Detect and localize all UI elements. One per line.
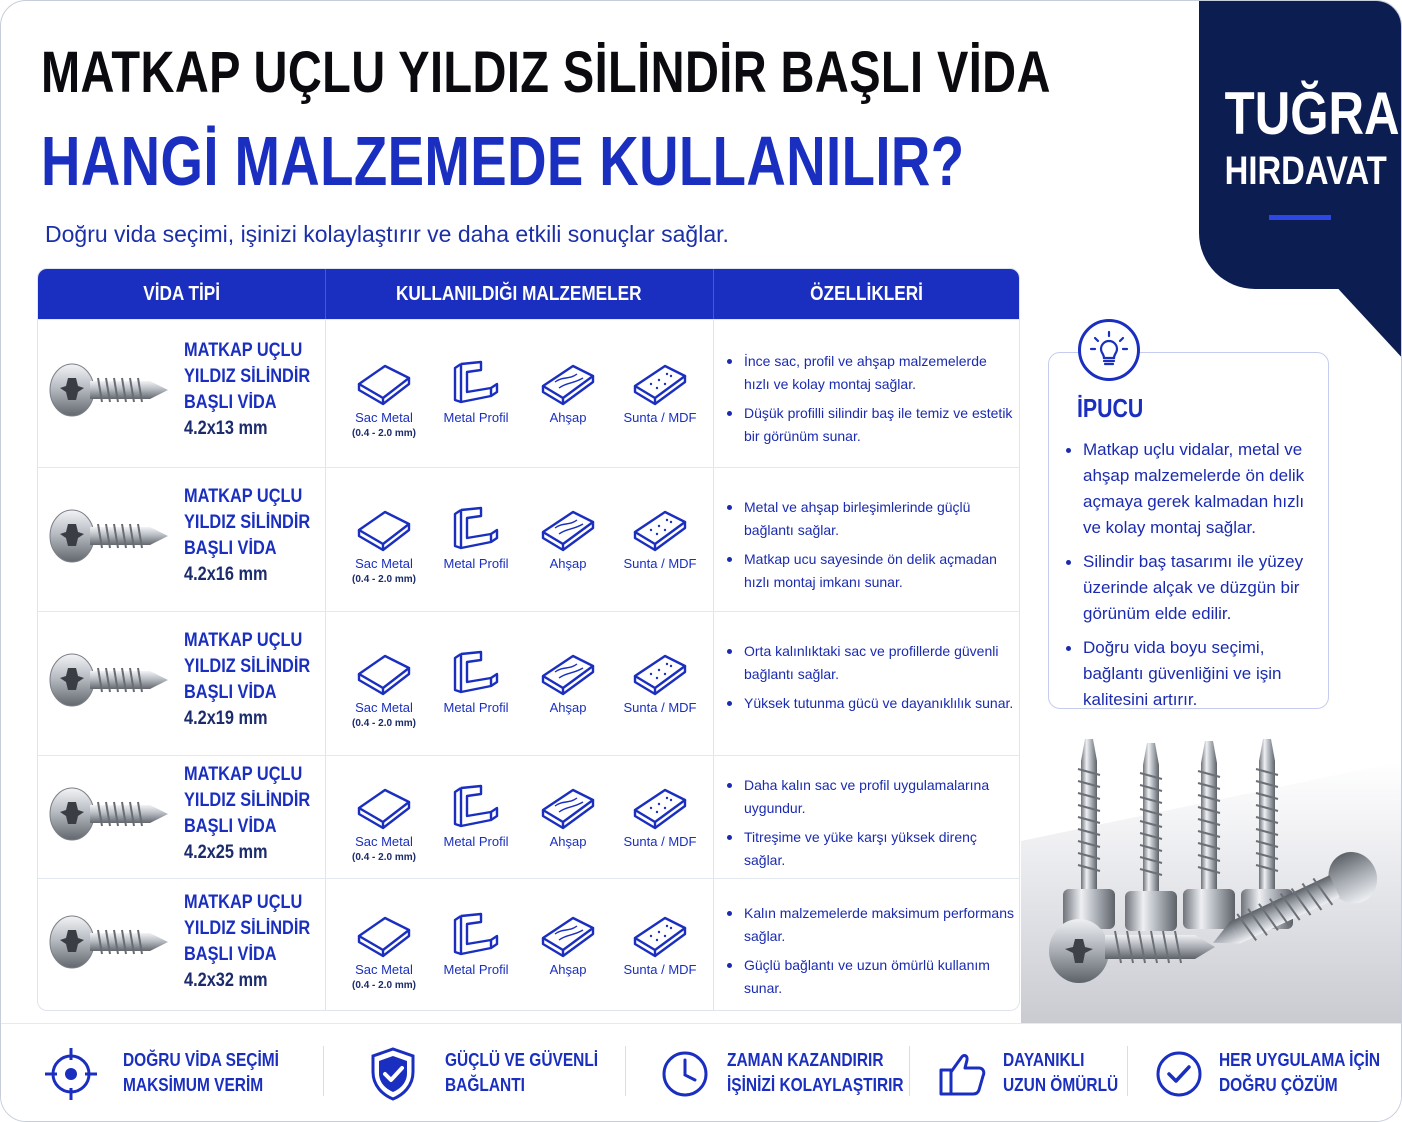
screw-size: 4.2x16 mm [184,564,268,585]
material-thickness: (0.4 - 2.0 mm) [352,980,416,991]
feature-item: Orta kalınlıktaki sac ve profillerde güvenli bağlantı sağlar. [724,640,1014,686]
screw-image [46,504,172,568]
material-label: Sunta / MDF [623,834,697,849]
screw-name-line: BAŞLI VİDA [184,944,277,965]
material-item [522,912,614,977]
metal-profile-icon [430,912,522,958]
target-icon [43,1046,99,1102]
screw-name [184,484,324,588]
material-thickness: (0.4 - 2.0 mm) [352,852,416,863]
material-label: Ahşap [549,700,587,715]
footer-divider [1127,1046,1128,1096]
feature-list [724,350,1014,454]
screw-name-line: MATKAP UÇLU [184,340,303,361]
material-label: Sunta / MDF [623,700,697,715]
screw-image [46,648,172,712]
screw-name-line: BAŞLI VİDA [184,682,277,703]
metal-profile-icon [430,650,522,696]
tip-item: Doğru vida boyu seçimi, bağlantı güvenliğini ve işin kalitesini artırır. [1063,635,1325,713]
metal-profile-icon [430,784,522,830]
material-item [430,360,522,425]
table-row [38,611,1020,755]
header-screw-type: VİDA TİPİ [143,283,220,305]
material-thickness: (0.4 - 2.0 mm) [352,428,416,439]
screw-name-line: YILDIZ SİLİNDİR [184,656,311,677]
wood-icon [522,360,614,406]
material-label: Sunta / MDF [623,410,697,425]
material-label: Sac Metal [355,700,413,715]
tip-item: Silindir baş tasarımı ile yüzey üzerinde alçak ve düzgün bir görünüm elde edilir. [1063,549,1325,627]
material-item [614,912,706,977]
wood-icon [522,912,614,958]
screw-name-line: BAŞLI VİDA [184,392,277,413]
sheet-metal-icon [338,360,430,406]
shield-check-icon [365,1046,421,1102]
material-label: Ahşap [549,410,587,425]
sheet-metal-icon [338,650,430,696]
material-item [522,506,614,571]
table-header [38,269,1020,319]
benefit-text: DAYANIKLI UZUN ÖMÜRLÜ [1003,1050,1119,1095]
benefit-text: HER UYGULAMA İÇİN DOĞRU ÇÖZÜM [1219,1050,1381,1095]
screw-name [184,338,324,442]
material-item [614,360,706,425]
screw-name-line: BAŞLI VİDA [184,816,277,837]
material-item [338,784,430,863]
material-item [430,506,522,571]
clock-icon [657,1046,713,1102]
screw-name-line: YILDIZ SİLİNDİR [184,918,311,939]
mdf-board-icon [614,360,706,406]
feature-item: İnce sac, profil ve ahşap malzemelerde hızlı ve kolay montaj sağlar. [724,350,1014,396]
material-label: Metal Profil [443,556,509,571]
metal-profile-icon [430,360,522,406]
material-item [614,784,706,849]
lightbulb-icon [1078,319,1140,381]
screw-name-line: MATKAP UÇLU [184,630,303,651]
screw-size: 4.2x13 mm [184,418,268,439]
footer-benefits [1,1023,1402,1122]
material-label: Metal Profil [443,410,509,425]
screw-size: 4.2x25 mm [184,842,268,863]
feature-list [724,902,1014,1006]
header-divider [325,269,326,319]
material-label: Ahşap [549,556,587,571]
feature-item: Kalın malzemelerde maksimum performans sağlar. [724,902,1014,948]
header-materials: KULLANILDIĞI MALZEMELER [396,283,642,305]
mdf-board-icon [614,506,706,552]
feature-list [724,774,1014,878]
material-item [430,650,522,715]
screw-name-line: BAŞLI VİDA [184,538,277,559]
screw-image [46,910,172,974]
material-item [522,784,614,849]
screw-size: 4.2x19 mm [184,708,268,729]
wood-icon [522,784,614,830]
tip-list [1063,437,1325,721]
material-item [522,360,614,425]
feature-item: Düşük profilli silindir baş ile temiz ve estetik bir görünüm sunar. [724,402,1014,448]
table-row [38,319,1020,467]
screw-table [37,268,1020,1011]
footer-divider [625,1046,626,1096]
thumbs-up-icon [935,1046,991,1102]
screw-name [184,762,324,866]
material-item [338,912,430,991]
brand-subname: HIRDAVAT [1224,149,1387,193]
feature-item: Daha kalın sac ve profil uygulamalarına uygundur. [724,774,1014,820]
feature-item: Güçlü bağlantı ve uzun ömürlü kullanım sunar. [724,954,1014,1000]
feature-item: Yüksek tutunma gücü ve dayanıklılık sunar. [724,692,1014,715]
table-row [38,755,1020,878]
material-label: Sac Metal [355,962,413,977]
main-title: MATKAP UÇLU YILDIZ SİLİNDİR BAŞLI VİDA [41,40,1051,105]
benefit-text: GÜÇLÜ VE GÜVENLİ BAĞLANTI [445,1050,599,1095]
material-thickness: (0.4 - 2.0 mm) [352,718,416,729]
main-title-question: HANGİ MALZEMEDE KULLANILIR? [41,122,965,200]
table-row [38,878,1020,1011]
benefit-text: ZAMAN KAZANDIRIR İŞİNİZİ KOLAYLAŞTIRIR [727,1050,904,1095]
header-features: ÖZELLİKLERİ [810,283,924,305]
mdf-board-icon [614,650,706,696]
feature-list [724,496,1014,600]
subtitle: Doğru vida seçimi, işinizi kolaylaştırır ve daha etkili sonuçlar sağlar. [45,221,729,247]
material-label: Sac Metal [355,834,413,849]
feature-list [724,640,1014,721]
feature-item: Titreşime ve yüke karşı yüksek direnç sağlar. [724,826,1014,872]
material-item [338,360,430,439]
screw-name [184,628,324,732]
sheet-metal-icon [338,912,430,958]
sheet-metal-icon [338,506,430,552]
tip-title: İPUCU [1077,393,1144,423]
wood-icon [522,506,614,552]
material-item [430,912,522,977]
table-row [38,467,1020,611]
feature-item: Metal ve ahşap birleşimlerinde güçlü bağlantı sağlar. [724,496,1014,542]
screw-name-line: YILDIZ SİLİNDİR [184,366,311,387]
material-label: Sunta / MDF [623,556,697,571]
screws-product-photo [1021,721,1402,1023]
material-item [338,650,430,729]
wood-icon [522,650,614,696]
material-item [614,506,706,571]
screw-image [46,358,172,422]
screw-image [46,782,172,846]
mdf-board-icon [614,784,706,830]
brand-name: TUĞRA [1224,80,1400,147]
screw-name-line: MATKAP UÇLU [184,486,303,507]
brand-underline [1269,215,1331,220]
sheet-metal-icon [338,784,430,830]
header-divider [713,269,714,319]
metal-profile-icon [430,506,522,552]
material-item [614,650,706,715]
screw-name-line: YILDIZ SİLİNDİR [184,790,311,811]
material-item [522,650,614,715]
screw-name-line: MATKAP UÇLU [184,764,303,785]
material-label: Metal Profil [443,834,509,849]
screw-name [184,890,324,994]
footer-divider [909,1046,910,1096]
brand-panel-wedge [1331,281,1402,361]
check-circle-icon [1151,1046,1207,1102]
screw-name-line: MATKAP UÇLU [184,892,303,913]
material-label: Metal Profil [443,700,509,715]
material-item [430,784,522,849]
mdf-board-icon [614,912,706,958]
material-label: Metal Profil [443,962,509,977]
material-label: Sunta / MDF [623,962,697,977]
screw-size: 4.2x32 mm [184,970,268,991]
material-item [338,506,430,585]
material-label: Ahşap [549,962,587,977]
benefit-text: DOĞRU VİDA SEÇİMİ MAKSİMUM VERİM [123,1050,279,1095]
material-label: Sac Metal [355,410,413,425]
feature-item: Matkap ucu sayesinde ön delik açmadan hızlı montaj imkanı sunar. [724,548,1014,594]
screw-name-line: YILDIZ SİLİNDİR [184,512,311,533]
material-label: Sac Metal [355,556,413,571]
footer-divider [323,1046,324,1096]
tip-item: Matkap uçlu vidalar, metal ve ahşap malzemelerde ön delik açmaya gerek kalmadan hızlı ve kolay montaj sağlar. [1063,437,1325,541]
material-thickness: (0.4 - 2.0 mm) [352,574,416,585]
material-label: Ahşap [549,834,587,849]
